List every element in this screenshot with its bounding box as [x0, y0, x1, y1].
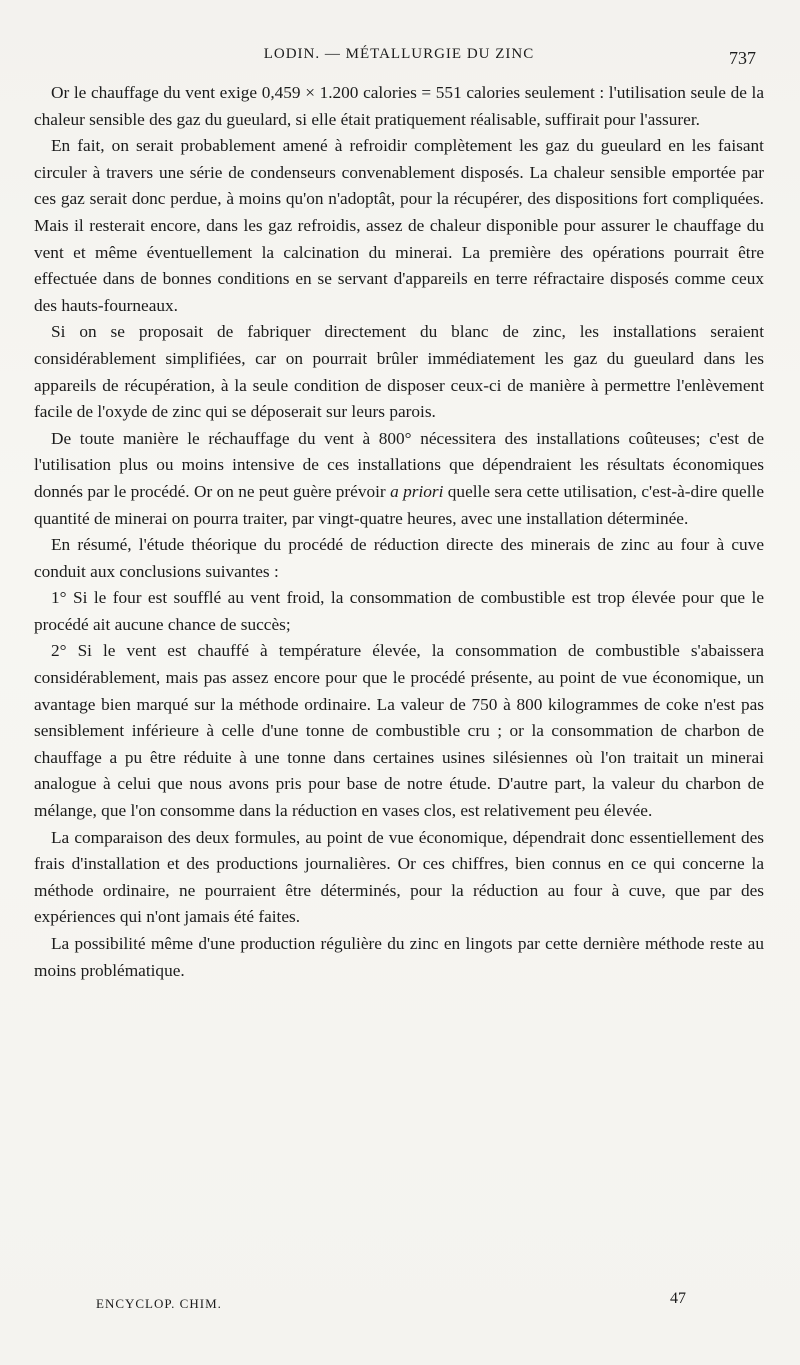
signature-number: 47	[670, 1290, 686, 1307]
page-footer	[96, 1292, 696, 1316]
page-number: 737	[729, 48, 756, 68]
paragraph: En résumé, l'étude théorique du procédé de réduction directe des minerais de zinc au four à cuve conduit aux conclusions suivantes :	[34, 535, 764, 581]
list-item-1: 1° Si le four est soufflé au vent froid, la consommation de combustible est trop élevée pour que le procédé ait aucune chance de succès;	[34, 588, 764, 634]
list-item-2: 2° Si le vent est chauffé à température élevée, la consommation de combustible s'abaissera considérablement, mais pas assez encore pour que le procédé présente, au point de vue économique, un avantage bien marqué sur la méthode ordinaire. La valeur de 750 à 800 kilogrammes de coke n'est pas sensiblement inférieure à celle d'une tonne de combustible cru ; or la consommation de charbon de chauffage a pu être réduite à une tonne dans certaines usines silésiennes où l'on traitait un minerai analogue à celui que nous avons pris pour base de notre étude. D'autre part, la valeur du charbon de mélange, que l'on consomme dans la réduction en vases clos, est relativement peu élevée.	[34, 641, 764, 821]
paragraph: En fait, on serait probablement amené à refroidir complètement les gaz du gueulard en les faisant circuler à travers une série de condenseurs convenablement disposés. La chaleur sensible emportée par ces gaz serait donc perdue, à moins qu'on n'adoptât, pour la récupérer, des dispositions fort compliquées. Mais il resterait encore, dans les gaz refroidis, assez de chaleur disponible pour assurer le chauffage du vent et même éventuellement la calcination du minerai. La première des opérations pourrait être effectuée dans de bonnes conditions en se servant d'appareils en terre réfractaire disposés comme ceux des hauts-fourneaux.	[34, 136, 764, 315]
paragraph: La possibilité même d'une production régulière du zinc en lingots par cette dernière méthode reste au moins problématique.	[34, 934, 764, 980]
running-title: LODIN. — MÉTALLURGIE DU ZINC	[263, 46, 535, 62]
signature-mark: ENCYCLOP. CHIM.	[96, 1296, 222, 1311]
italic-phrase: a priori	[390, 481, 444, 501]
paragraph: Si on se proposait de fabriquer directement du blanc de zinc, les installations seraient considérablement simplifiées, car on pourrait brûler immédiatement les gaz du gueulard dans les appareils de récupération, à la seule condition de disposer ceux-ci de manière à permettre l'enlèvement facile de l'oxyde de zinc qui se déposerait sur leurs parois.	[34, 322, 764, 422]
page-header	[34, 44, 764, 74]
paragraph: De toute manière le réchauffage du vent à 800° nécessitera des installations coûteuses; c'est de l'utilisation plus ou moins intensive de ces installations que dépendraient les résultats économiques donnés par le procédé. Or on ne peut guère prévoir a priori quelle sera cette utilisation, c'est-à-dire quelle quantité de minerai on pourra traiter, par vingt-quatre heures, avec une installation déterminée.	[34, 428, 764, 528]
body-text	[34, 80, 764, 984]
paragraph: La comparaison des deux formules, au point de vue économique, dépendrait donc essentiellement des frais d'installation et des productions journalières. Or ces chiffres, bien connus en ce qui concerne la méthode ordinaire, ne pourraient être déterminés, pour la réduction au four à cuve, que par des expériences qui n'ont jamais été faites.	[34, 827, 764, 927]
paragraph: Or le chauffage du vent exige 0,459 × 1.200 calories = 551 calories seulement : l'utilisation seule de la chaleur sensible des gaz du gueulard, si elle était pratiquement réalisable, suffirait pour l'assurer.	[34, 83, 764, 129]
